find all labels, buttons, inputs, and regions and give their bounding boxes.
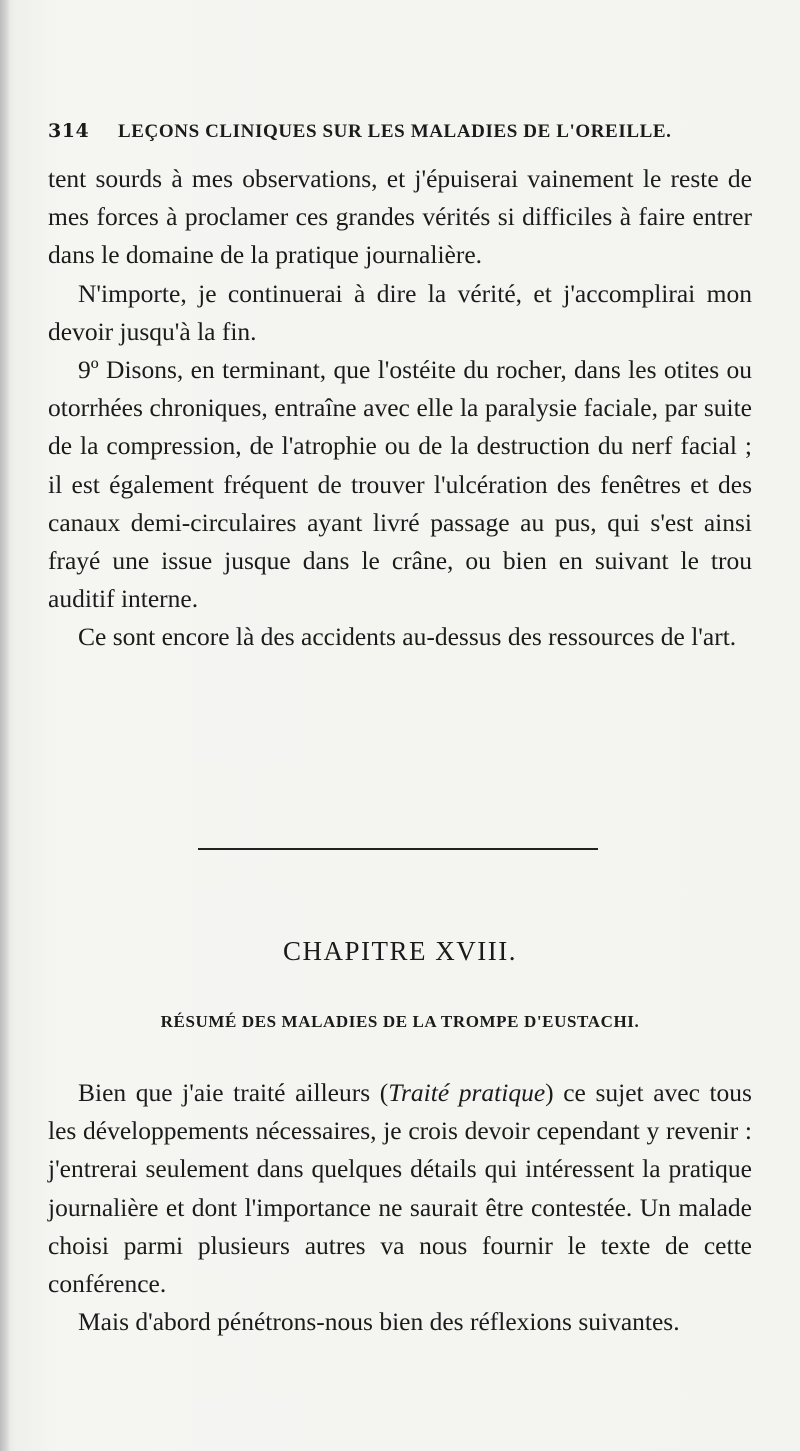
running-title: LEÇONS CLINIQUES SUR LES MALADIES DE L'OREILLE.: [118, 121, 672, 142]
text-run: ) ce sujet avec tous les développements nécessaires, je crois devoir cependant y revenir : j'entrerai seulement dans quelques détails qui intéressent la pratique journalière et dont l'importance ne saurait être contestée. Un malade choisi parmi plusieurs autres va nous fournir le texte de cette conférence.: [48, 1078, 752, 1299]
running-header: [48, 120, 748, 143]
paragraph-numbered: 9º Disons, en terminant, que l'ostéite du rocher, dans les otites ou otorrhées chroniques, entraîne avec elle la paralysie faciale, par suite de la compression, de l'atrophie ou de la destruction du nerf facial ; il est également fréquent de trouver l'ulcération des fenêtres et des canaux demi-circulaires ayant livré passage au pus, qui s'est ainsi frayé une issue jusque dans le crâne, ou bien en suivant le trou auditif interne.: [48, 355, 752, 614]
body-section-2: [48, 1074, 752, 1341]
chapter-subtitle: RÉSUMÉ DES MALADIES DE LA TROMPE D'EUSTACHI.: [160, 1012, 640, 1031]
chapter-heading: CHAPITRE XVIII.: [283, 936, 517, 966]
paragraph-continued: tent sourds à mes observations, et j'épuiserai vainement le reste de mes forces à proclamer ces grandes vérités si difficiles à faire entrer dans le domaine de la pratique journalière.: [48, 164, 752, 270]
section-divider-rule: [198, 848, 598, 850]
paragraph: Ce sont encore là des accidents au-dessus des ressources de l'art.: [78, 622, 737, 652]
text-run: Bien que j'aie traité ailleurs (: [78, 1078, 389, 1107]
page-number: 314: [48, 120, 90, 142]
paragraph: N'importe, je continuerai à dire la vérité, et j'accomplirai mon devoir jusqu'à la fin.: [48, 278, 752, 346]
italic-title: Traité pratique: [388, 1078, 546, 1107]
paragraph: [48, 1074, 752, 1303]
page-edge-shadow: [0, 0, 10, 1451]
body-section-1: [48, 160, 752, 657]
paragraph: Mais d'abord pénétrons-nous bien des réflexions suivantes.: [78, 1307, 680, 1337]
